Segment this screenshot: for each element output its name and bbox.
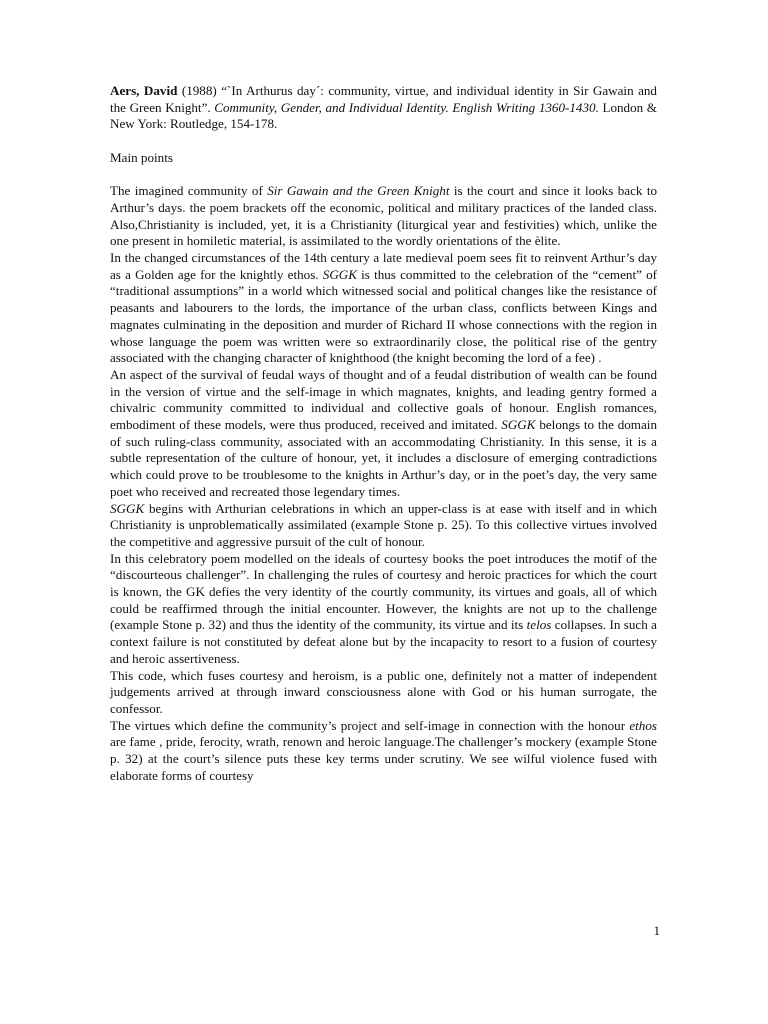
paragraph-1-text-a: The imagined community of xyxy=(110,183,268,199)
citation-book-title: Community, Gender, and Individual Identity. English Writing 1360-1430. xyxy=(214,99,599,115)
bibliographic-citation xyxy=(110,83,657,133)
paragraph-7-italic-ethos: ethos xyxy=(629,717,657,733)
citation-author: Aers, David xyxy=(110,83,178,98)
paragraph-4 xyxy=(110,501,657,551)
paragraph-3 xyxy=(110,367,657,501)
paragraph-5-text-c: collapses. In such a context failure is not constituted by defeat alone but by the incapacity to resort to a fusion of courtesy and heroic assertiveness. xyxy=(110,617,657,666)
paragraph-7-text-c: are fame , pride, ferocity, wrath, renown and heroic language.The challenger’s mockery (example Stone p. 32) at the court’s silence puts these key terms under scrutiny. We see wilful violence fused with elaborate forms of courtesy xyxy=(110,734,657,783)
paragraph-4-text-b: begins with Arthurian celebrations in which an upper-class is at ease with itself and in which Christianity is unproblematically assimilated (example Stone p. 25). To this collective virtues involved the competitive and aggressive pursuit of the cult of honour. xyxy=(110,500,657,549)
paragraph-5-italic-telos: telos xyxy=(526,617,552,633)
paragraph-2 xyxy=(110,250,657,367)
paragraph-5 xyxy=(110,551,657,668)
paragraph-1-text-c: is the court and since it looks back to Arthur’s days. the poem brackets off the economic, political and military practices of the landed class. Also,Christianity is included, yet, it is a Christianity (liturgical year and festivities) which, unlike the one present in homiletic material, is assimilated to the wordly orientations of the èlite. xyxy=(110,183,658,249)
page-number: 1 xyxy=(653,923,660,938)
paragraph-7-text-a: The virtues which define the community’s project and self-image in connection with the honour xyxy=(110,717,630,733)
paragraph-5-text-a: In this celebratory poem modelled on the ideals of courtesy books the poet introduces the motif of the “discourteous challenger”. In challenging the rules of courtesy and heroic practices for which the court is known, the GK defies the very identity of the courtly community, its virtues and goals, all of which could be reaffirmed through the initial encounter. However, the knights are not up to the challenge (example Stone p. 32) and thus the identity of the community, its virtue and its xyxy=(110,550,657,633)
paragraph-2-text-c: is thus committed to the celebration of the “cement” of “traditional assumptions” in a world which witnessed social and political changes like the resistance of peasants and labourers to the lords, the importance of the urban class, conflicts between Kings and magnates culminating in the deposition and murder of Richard II whose connections with the region in whose language the poem was written were so extraordinarily close, the political rise of the gentry associated with the changing character of knighthood (the knight becoming the lord of a fee) . xyxy=(110,266,657,366)
paragraph-6 xyxy=(110,668,657,718)
section-heading: Main points xyxy=(110,149,173,165)
paragraph-2-italic-sggk: SGGK xyxy=(322,266,357,282)
document-body xyxy=(110,83,657,785)
paragraph-3-text-a: An aspect of the survival of feudal ways of thought and of a feudal distribution of wealth can be found in the version of virtue and the self-image in which magnates, knights, and leading gentry formed a chivalric community committed to individual and collective goals of honour. English romances, embodiment of these models, were thus produced, received and imitated. xyxy=(110,366,657,433)
paragraph-1-italic-title: Sir Gawain and the Green Knight xyxy=(267,183,450,199)
paragraph-6-text-a: This code, which fuses courtesy and heroism, is a public one, definitely not a matter of independent judgements arrived at through inward consciousness alone with God or his human surrogate, the confessor. xyxy=(110,667,657,716)
paragraph-3-text-c: belongs to the domain of such ruling-class community, associated with an accommodating Christianity. In this sense, it is a subtle representation of the culture of honour, yet, it includes a disclosure of emerging contradictions which could prove to be troublesome to the knights in Arthur’s day, or in the poet’s day, the very same poet who received and recreated those legendary times. xyxy=(110,417,657,499)
citation-year-title: (1988) “`In Arthurus day´: community, virtue, and individual identity in Sir Gawain and the Green Knight”. xyxy=(110,83,657,115)
paragraph-1 xyxy=(110,183,657,250)
paragraph-4-italic-sggk: SGGK xyxy=(110,500,145,516)
paragraph-7 xyxy=(110,718,657,785)
paragraph-3-italic-sggk: SGGK xyxy=(501,417,536,433)
paragraph-2-text-a: In the changed circumstances of the 14th century a late medieval poem sees fit to reinvent Arthur’s day as a Golden age for the knightly ethos. xyxy=(110,250,657,282)
citation-publisher: London & New York: Routledge, 154-178. xyxy=(110,99,657,132)
